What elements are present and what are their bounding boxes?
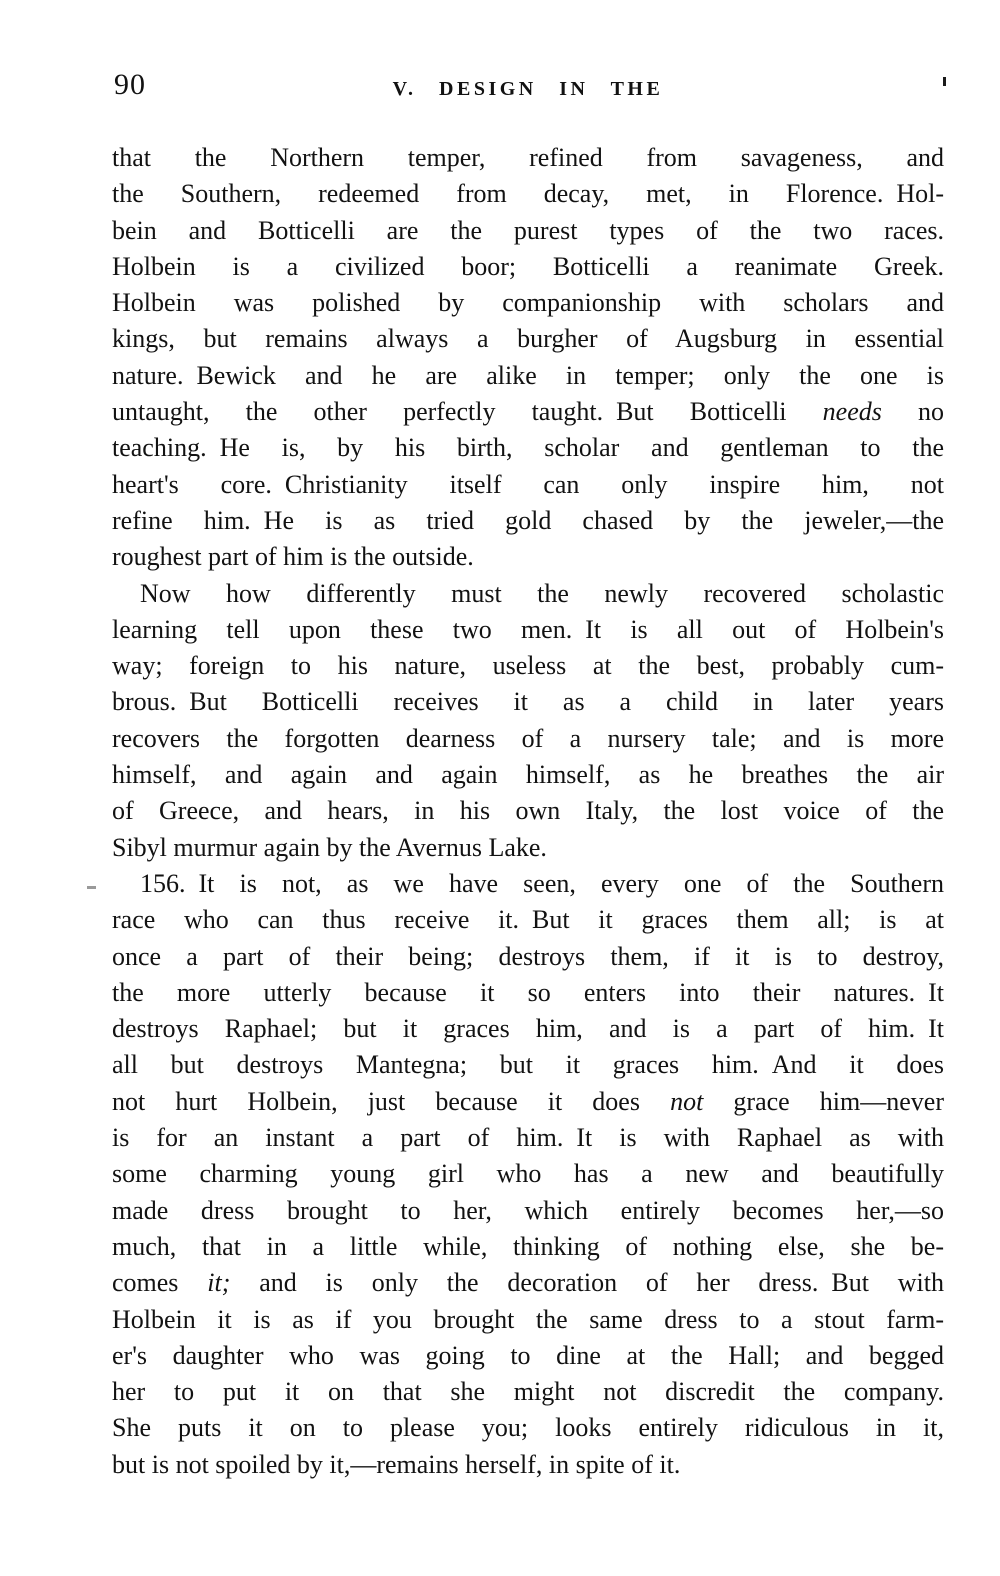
text-line: that the Northern temper, refined from savageness, and [112, 143, 944, 172]
text-line: race who can thus receive it. But it graces them all; is at [112, 905, 944, 935]
text-line: She puts it on to please you; looks entirely ridiculous in it, [112, 1413, 944, 1443]
body-text [112, 140, 944, 1483]
text-line: Now how differently must the newly recovered scholastic [140, 578, 944, 608]
text-line: the more utterly because it so enters into their natures. It [112, 977, 944, 1007]
text-line: Holbein it is as if you brought the same dress to a stout farm- [112, 1304, 944, 1334]
text-line: refine him. He is as tried gold chased by the jeweler,—the [112, 505, 944, 535]
text-line: way; foreign to his nature, useless at the best, probably cum- [112, 651, 944, 681]
text-line: teaching. He is, by his birth, scholar and gentleman to the [112, 433, 944, 463]
text-line: er's daughter who was going to dine at the Hall; and begged [112, 1340, 944, 1370]
text-line: Sibyl murmur again by the Avernus Lake. [112, 832, 547, 862]
text-line: nature. Bewick and he are alike in temper; only the one is [112, 360, 944, 390]
text-line: learning tell upon these two men. It is all out of Holbein's [112, 614, 944, 644]
scan-artifact-top-right [943, 77, 946, 86]
text-line: of Greece, and hears, in his own Italy, the lost voice of the [112, 796, 944, 826]
text-line: but is not spoiled by it,—remains herself, in spite of it. [112, 1449, 681, 1479]
text-line: some charming young girl who has a new and beautifully [112, 1159, 944, 1189]
text-line: not hurt Holbein, just because it does not grace him—never [112, 1086, 944, 1116]
text-line: Holbein was polished by companionship with scholars and [112, 288, 944, 318]
text-line: Holbein is a civilized boor; Botticelli a reanimate Greek. [112, 251, 944, 281]
text-line: the Southern, redeemed from decay, met, in Florence. Hol- [112, 179, 944, 209]
text-line: much, that in a little while, thinking of nothing else, she be- [112, 1231, 944, 1261]
text-line: made dress brought to her, which entirely becomes her,—so [112, 1195, 944, 1225]
text-line: comes it; and is only the decoration of her dress. But with [112, 1268, 944, 1298]
text-line: recovers the forgotten dearness of a nursery tale; and is more [112, 723, 944, 753]
running-header: V. DESIGN IN THE [392, 78, 664, 100]
page-header [112, 68, 944, 108]
text-line: bein and Botticelli are the purest types of the two races. [112, 215, 944, 245]
page-number: 90 [114, 68, 146, 101]
text-line: kings, but remains always a burgher of Augsburg in essential [112, 324, 944, 354]
text-line: heart's core. Christianity itself can only inspire him, not [112, 469, 944, 499]
text-line: roughest part of him is the outside. [112, 542, 474, 572]
text-line: himself, and again and again himself, as he breathes the air [112, 760, 944, 790]
scan-artifact-left-margin [87, 886, 96, 889]
text-line: untaught, the other perfectly taught. But Botticelli needs no [112, 397, 945, 427]
text-line: once a part of their being; destroys them, if it is to destroy, [112, 941, 944, 971]
text-line: her to put it on that she might not discredit the company. [112, 1377, 944, 1407]
text-line: 156. It is not, as we have seen, every one of the Southern [140, 868, 944, 898]
text-line: is for an instant a part of him. It is with Raphael as with [112, 1123, 944, 1153]
text-line: brous. But Botticelli receives it as a child in later years [112, 687, 944, 717]
text-line: destroys Raphael; but it graces him, and is a part of him. It [112, 1014, 944, 1044]
text-line: all but destroys Mantegna; but it graces him. And it does [112, 1050, 944, 1080]
